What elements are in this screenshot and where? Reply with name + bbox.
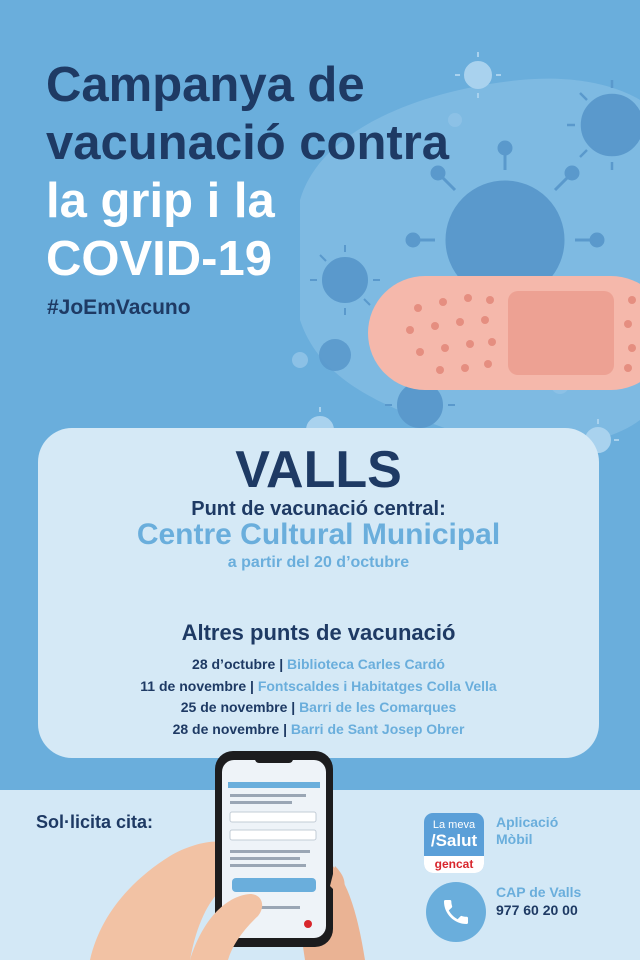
schedule-date: 28 de novembre	[172, 720, 280, 737]
schedule-place: Barri de Sant Josep Obrer	[290, 720, 465, 737]
hashtag: #JoEmVacuno	[47, 296, 191, 319]
title-line-3: la grip i la	[46, 174, 275, 228]
la-meva-salut-app-icon[interactable]	[424, 813, 484, 873]
campaign-title	[46, 56, 449, 288]
phone-call-icon[interactable]	[426, 882, 486, 942]
vaccination-points-card	[38, 428, 599, 758]
app-icon-line-1: La meva	[432, 819, 476, 831]
schedule-date: 11 de novembre	[140, 677, 247, 694]
title-line-1: Campanya de	[46, 58, 365, 112]
mobile-app-label-line-1: Aplicació	[496, 814, 559, 830]
schedule-row	[38, 654, 599, 676]
schedule-list	[38, 654, 599, 740]
schedule-separator: |	[291, 699, 296, 715]
central-point-label: Punt de vacunació central:	[191, 498, 446, 520]
schedule-separator: |	[279, 656, 284, 672]
title-line-4: COVID-19	[46, 232, 273, 286]
schedule-separator: |	[250, 677, 254, 694]
schedule-row	[38, 676, 599, 698]
title-line-2: vacunació contra	[46, 116, 450, 170]
other-points-title: Altres punts de vacunació	[181, 620, 456, 645]
schedule-place: Barri de les Comarques	[299, 699, 457, 715]
hand-holding-phone-illustration	[90, 746, 380, 960]
request-appointment-label: Sol·licita cita:	[36, 812, 154, 832]
mobile-app-label[interactable]	[496, 814, 558, 848]
schedule-date: 28 d’octubre	[192, 656, 276, 672]
app-icon-line-2: /Salut	[430, 831, 478, 850]
schedule-place: Fontscaldes i Habitatges Colla Vella	[257, 677, 497, 694]
schedule-place: Biblioteca Carles Cardó	[287, 656, 445, 672]
schedule-row	[38, 697, 599, 719]
central-point-date: a partir del 20 d’octubre	[227, 554, 410, 571]
mobile-app-label-line-2: Mòbil	[496, 831, 533, 847]
central-point-place: Centre Cultural Municipal	[136, 518, 501, 551]
health-center-name: CAP de Valls	[496, 884, 582, 900]
schedule-date: 25 de novembre	[180, 699, 288, 715]
app-icon-line-3: gencat	[424, 856, 484, 873]
city-name: VALLS	[235, 441, 402, 499]
bandage-icon	[368, 276, 640, 390]
health-center-phone[interactable]: 977 60 20 00	[496, 902, 578, 918]
schedule-separator: |	[283, 720, 287, 737]
schedule-row	[38, 719, 599, 741]
